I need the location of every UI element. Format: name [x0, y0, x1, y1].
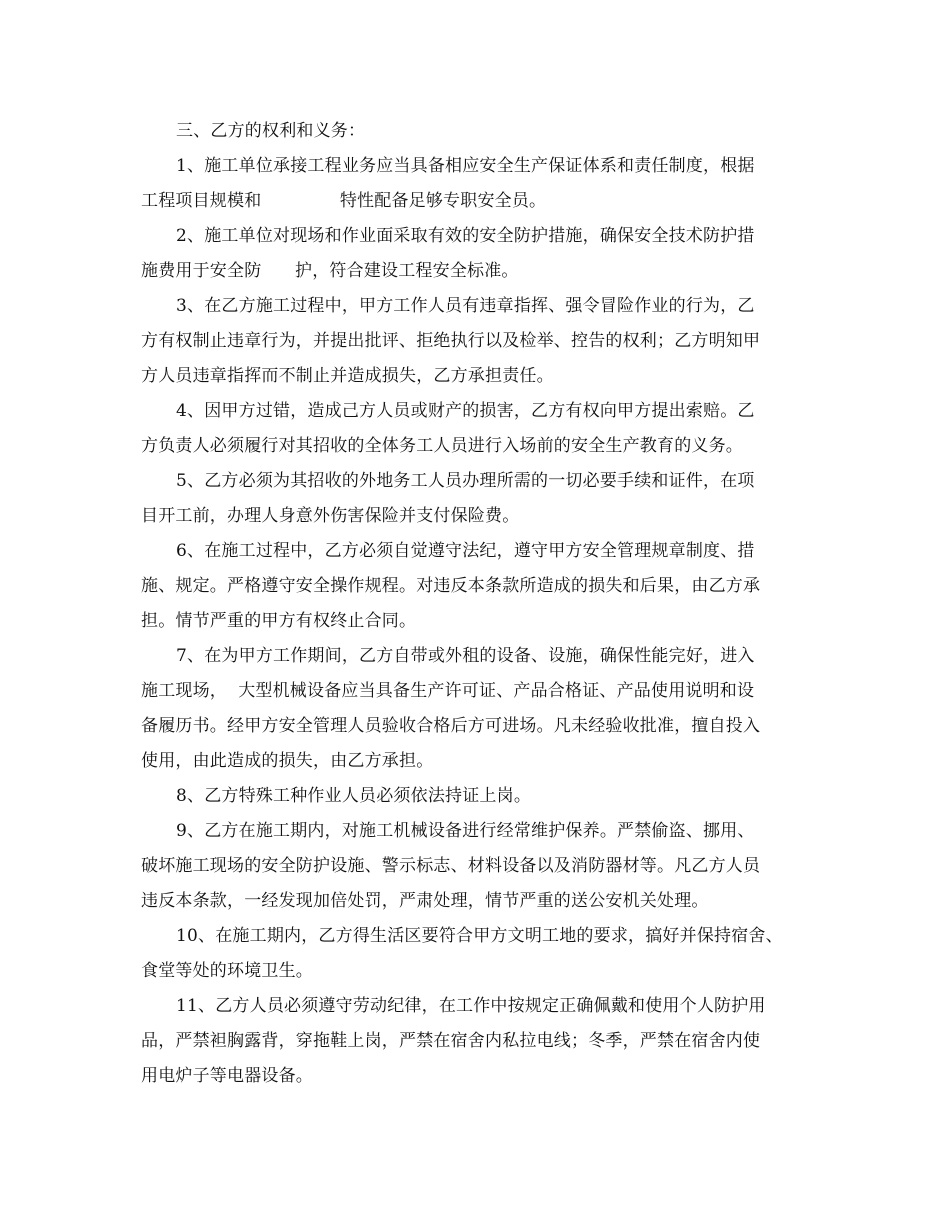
section-heading: 三、乙方的权利和义务： — [176, 121, 366, 141]
paragraph-2 — [141, 219, 811, 289]
paragraph-line: 破坏施工现场的安全防护设施、警示标志、材料设备以及消防器材等。凡乙方人员 — [141, 856, 761, 876]
paragraph-line: 10、在施工期内，乙方得生活区要符合甲方文明工地的要求，搞好并保持宿舍、 — [176, 926, 783, 946]
document-page — [141, 114, 811, 1094]
paragraph-line: 备履历书。经甲方安全管理人员验收合格后方可进场。凡未经验收批准，擅自投入 — [141, 716, 761, 736]
paragraph-line: 方负责人必须履行对其招收的全体务工人员进行入场前的安全生产教育的义务。 — [141, 436, 743, 456]
paragraph-line: 6、在施工过程中，乙方必须自觉遵守法纪，遵守甲方安全管理规章制度、措 — [176, 541, 755, 561]
paragraph-line: 施、规定。严格遵守安全操作规程。对违反本条款所造成的损失和后果，由乙方承 — [141, 576, 761, 596]
paragraph-5 — [141, 464, 811, 534]
paragraph-line: 违反本条款，一经发现加倍处罚，严肃处理，情节严重的送公安机关处理。 — [141, 891, 709, 911]
paragraph-line: 食堂等处的环境卫生。 — [141, 961, 313, 981]
paragraph-6 — [141, 534, 811, 639]
paragraph-10 — [141, 919, 811, 989]
paragraph-line: 品，严禁袒胸露背，穿拖鞋上岗，严禁在宿舍内私拉电线；冬季，严禁在宿舍内使 — [141, 1031, 761, 1051]
paragraph-line: 用电炉子等电器设备。 — [141, 1066, 313, 1086]
paragraph-line: 方有权制止违章行为，并提出批评、拒绝执行以及检举、控告的权利；乙方明知甲 — [141, 331, 761, 351]
paragraph-line: 目开工前，办理人身意外伤害保险并支付保险费。 — [141, 506, 520, 526]
paragraph-3 — [141, 289, 811, 394]
paragraph-line: 5、乙方必须为其招收的外地务工人员办理所需的一切必要手续和证件，在项 — [176, 471, 755, 491]
paragraph-8 — [141, 779, 811, 814]
paragraph-line: 担。情节严重的甲方有权终止合同。 — [141, 611, 417, 631]
paragraph-line: 1、施工单位承接工程业务应当具备相应安全生产保证体系和责任制度，根据 — [176, 156, 755, 176]
paragraph-11 — [141, 989, 811, 1094]
paragraph-line: 11、乙方人员必须遵守劳动纪律，在工作中按规定正确佩戴和使用个人防护用 — [176, 996, 766, 1016]
paragraph-line: 8、乙方特殊工种作业人员必须依法持证上岗。 — [176, 786, 532, 806]
paragraph-line: 使用，由此造成的损失，由乙方承担。 — [141, 751, 434, 771]
paragraph-7 — [141, 639, 811, 779]
paragraph-line: 2、施工单位对现场和作业面采取有效的安全防护措施，确保安全技术防护措 — [176, 226, 755, 246]
paragraph-line: 7、在为甲方工作期间，乙方自带或外租的设备、设施，确保性能完好，进入 — [176, 646, 755, 666]
paragraph-4 — [141, 394, 811, 464]
paragraph-line: 工程项目规模和 特性配备足够专职安全员。 — [141, 191, 547, 211]
paragraph-9 — [141, 814, 811, 919]
paragraph-line: 3、在乙方施工过程中，甲方工作人员有违章指挥、强令冒险作业的行为，乙 — [176, 296, 755, 316]
paragraph-line: 4、因甲方过错，造成己方人员或财产的损害，乙方有权向甲方提出索赔。乙 — [176, 401, 755, 421]
paragraph-line: 方人员违章指挥而不制止并造成损失，乙方承担责任。 — [141, 366, 554, 386]
paragraph-line: 施费用于安全防 护，符合建设工程安全标准。 — [141, 261, 519, 281]
paragraph-line: 施工现场， 大型机械设备应当具备生产许可证、产品合格证、产品使用说明和设 — [141, 681, 755, 701]
paragraph-1 — [141, 149, 811, 219]
paragraph-line: 9、乙方在施工期内，对施工机械设备进行经常维护保养。严禁偷盗、挪用、 — [176, 821, 755, 841]
